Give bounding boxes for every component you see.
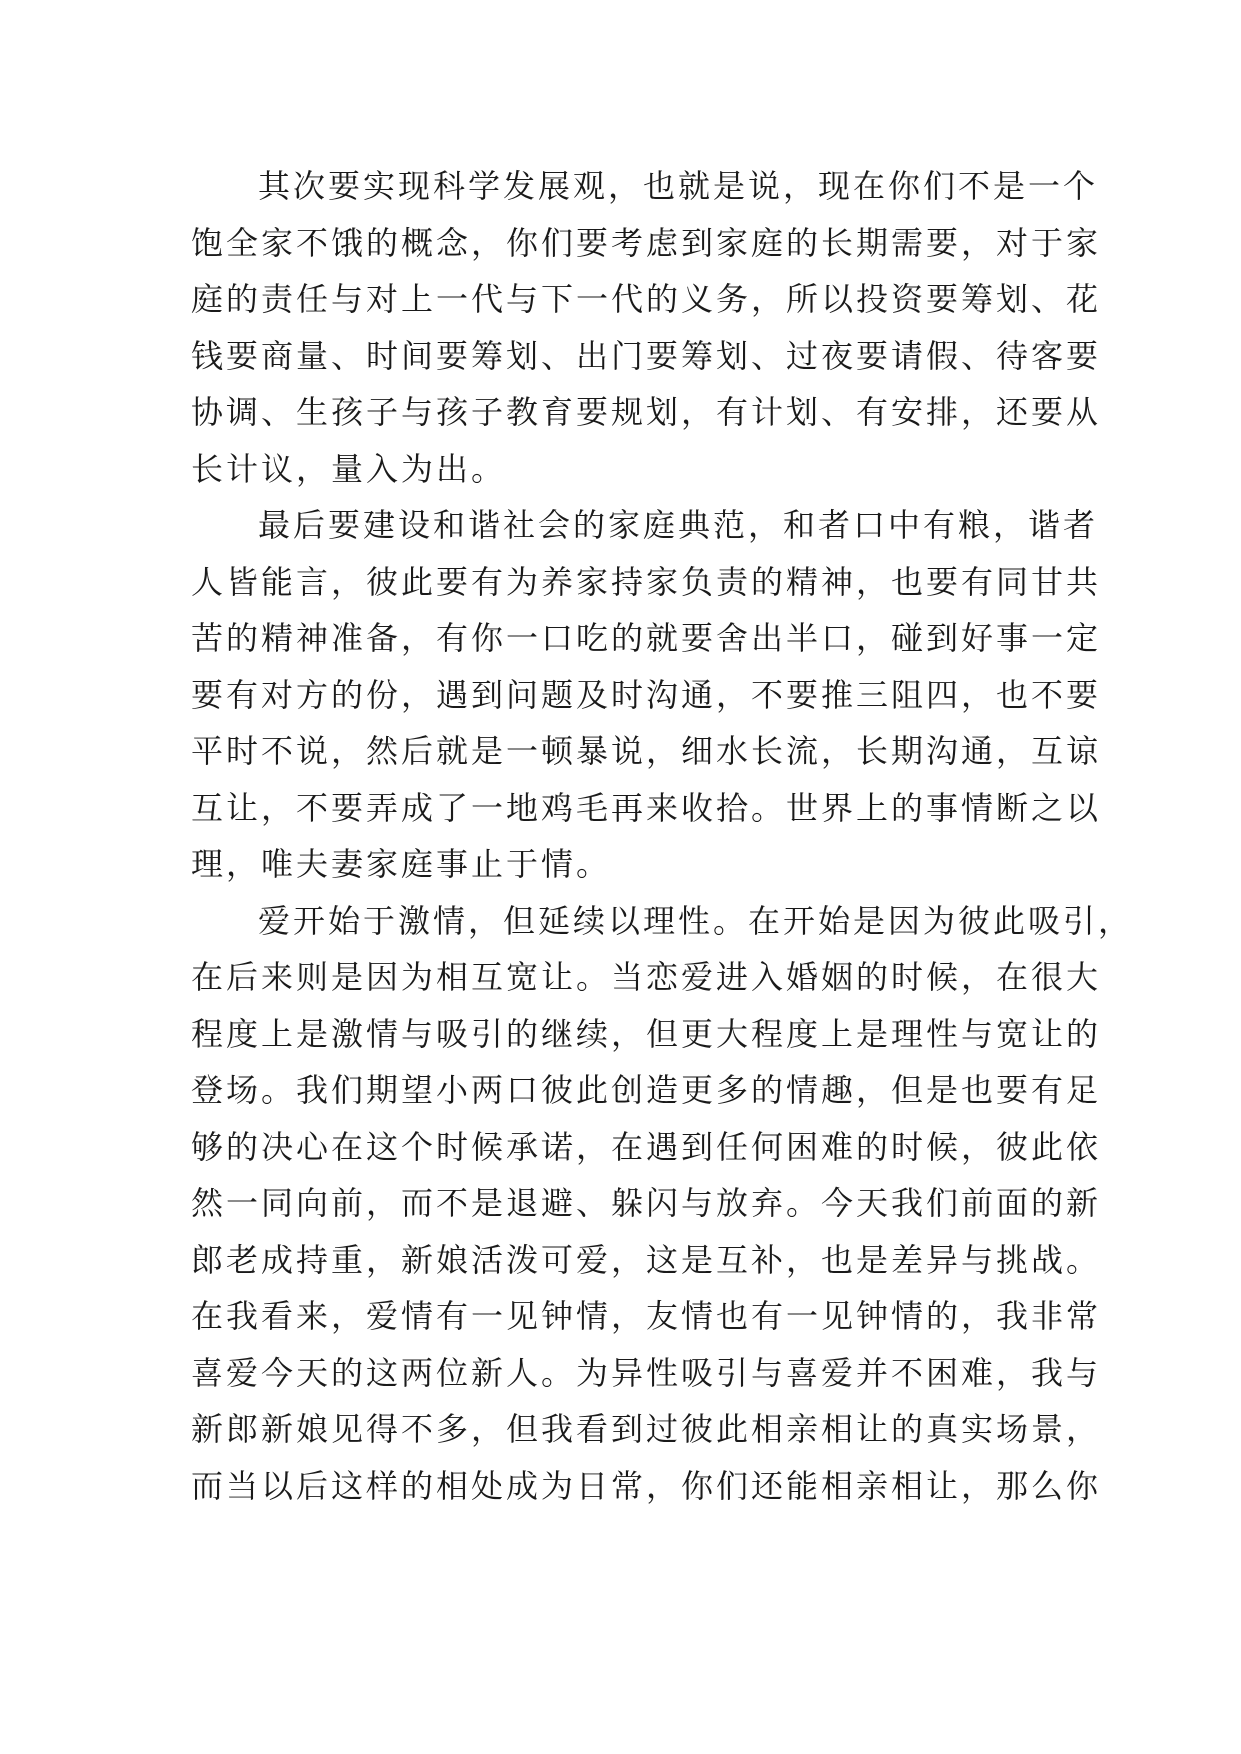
document-body [191,158,1134,1514]
text-line: 理，唯夫妻家庭事止于情。 [191,845,612,883]
text-line: 饱全家不饿的概念，你们要考虑到家庭的长期需要，对于家 [191,223,1102,262]
text-line: 苦的精神准备，有你一口吃的就要舍出半口，碰到好事一定 [191,619,1102,657]
text-line: 庭的责任与对上一代与下一代的义务，所以投资要筹划、花 [191,280,1102,318]
text-line: 然一同向前，而不是退避、躲闪与放弃。今天我们前面的新 [191,1184,1102,1222]
text-line: 郎老成持重，新娘活泼可爱，这是互补，也是差异与挑战。 [191,1240,1102,1279]
text-line: 互让，不要弄成了一地鸡毛再来收拾。世界上的事情断之以 [191,788,1102,827]
text-line: 钱要商量、时间要筹划、出门要筹划、过夜要请假、待客要 [191,336,1102,375]
paragraph-1 [191,158,1102,497]
text-line: 长计议，量入为出。 [191,449,507,488]
text-line: 够的决心在这个时候承诺，在遇到任何困难的时候，彼此依 [191,1127,1102,1166]
text-line: 新郎新娘见得不多，但我看到过彼此相亲相让的真实场景， [191,1410,1102,1448]
text-line: 协调、生孩子与孩子教育要规划，有计划、有安排，还要从 [191,393,1102,431]
text-line: 最后要建设和谐社会的家庭典范，和者口中有粮，谐者 [258,506,1099,544]
paragraph-3 [191,893,1134,1515]
text-line: 其次要实现科学发展观，也就是说，现在你们不是一个 [258,167,1099,205]
text-line: 要有对方的份，遇到问题及时沟通，不要推三阻四，也不要 [191,675,1102,714]
paragraph-2 [191,497,1102,893]
text-line: 在我看来，爱情有一见钟情，友情也有一见钟情的，我非常 [191,1297,1102,1335]
text-line: 平时不说，然后就是一顿暴说，细水长流，长期沟通，互谅 [191,732,1102,770]
text-line: 而当以后这样的相处成为日常，你们还能相亲相让，那么你 [191,1466,1102,1505]
text-line: 在后来则是因为相互宽让。当恋爱进入婚姻的时候，在很大 [191,958,1102,996]
text-line: 爱开始于激情，但延续以理性。在开始是因为彼此吸引， [258,901,1134,940]
text-line: 程度上是激情与吸引的继续，但更大程度上是理性与宽让的 [191,1014,1102,1053]
text-line: 登场。我们期望小两口彼此创造更多的情趣，但是也要有足 [191,1071,1102,1109]
text-line: 喜爱今天的这两位新人。为异性吸引与喜爱并不困难，我与 [191,1353,1102,1392]
text-line: 人皆能言，彼此要有为养家持家负责的精神，也要有同甘共 [191,562,1102,601]
